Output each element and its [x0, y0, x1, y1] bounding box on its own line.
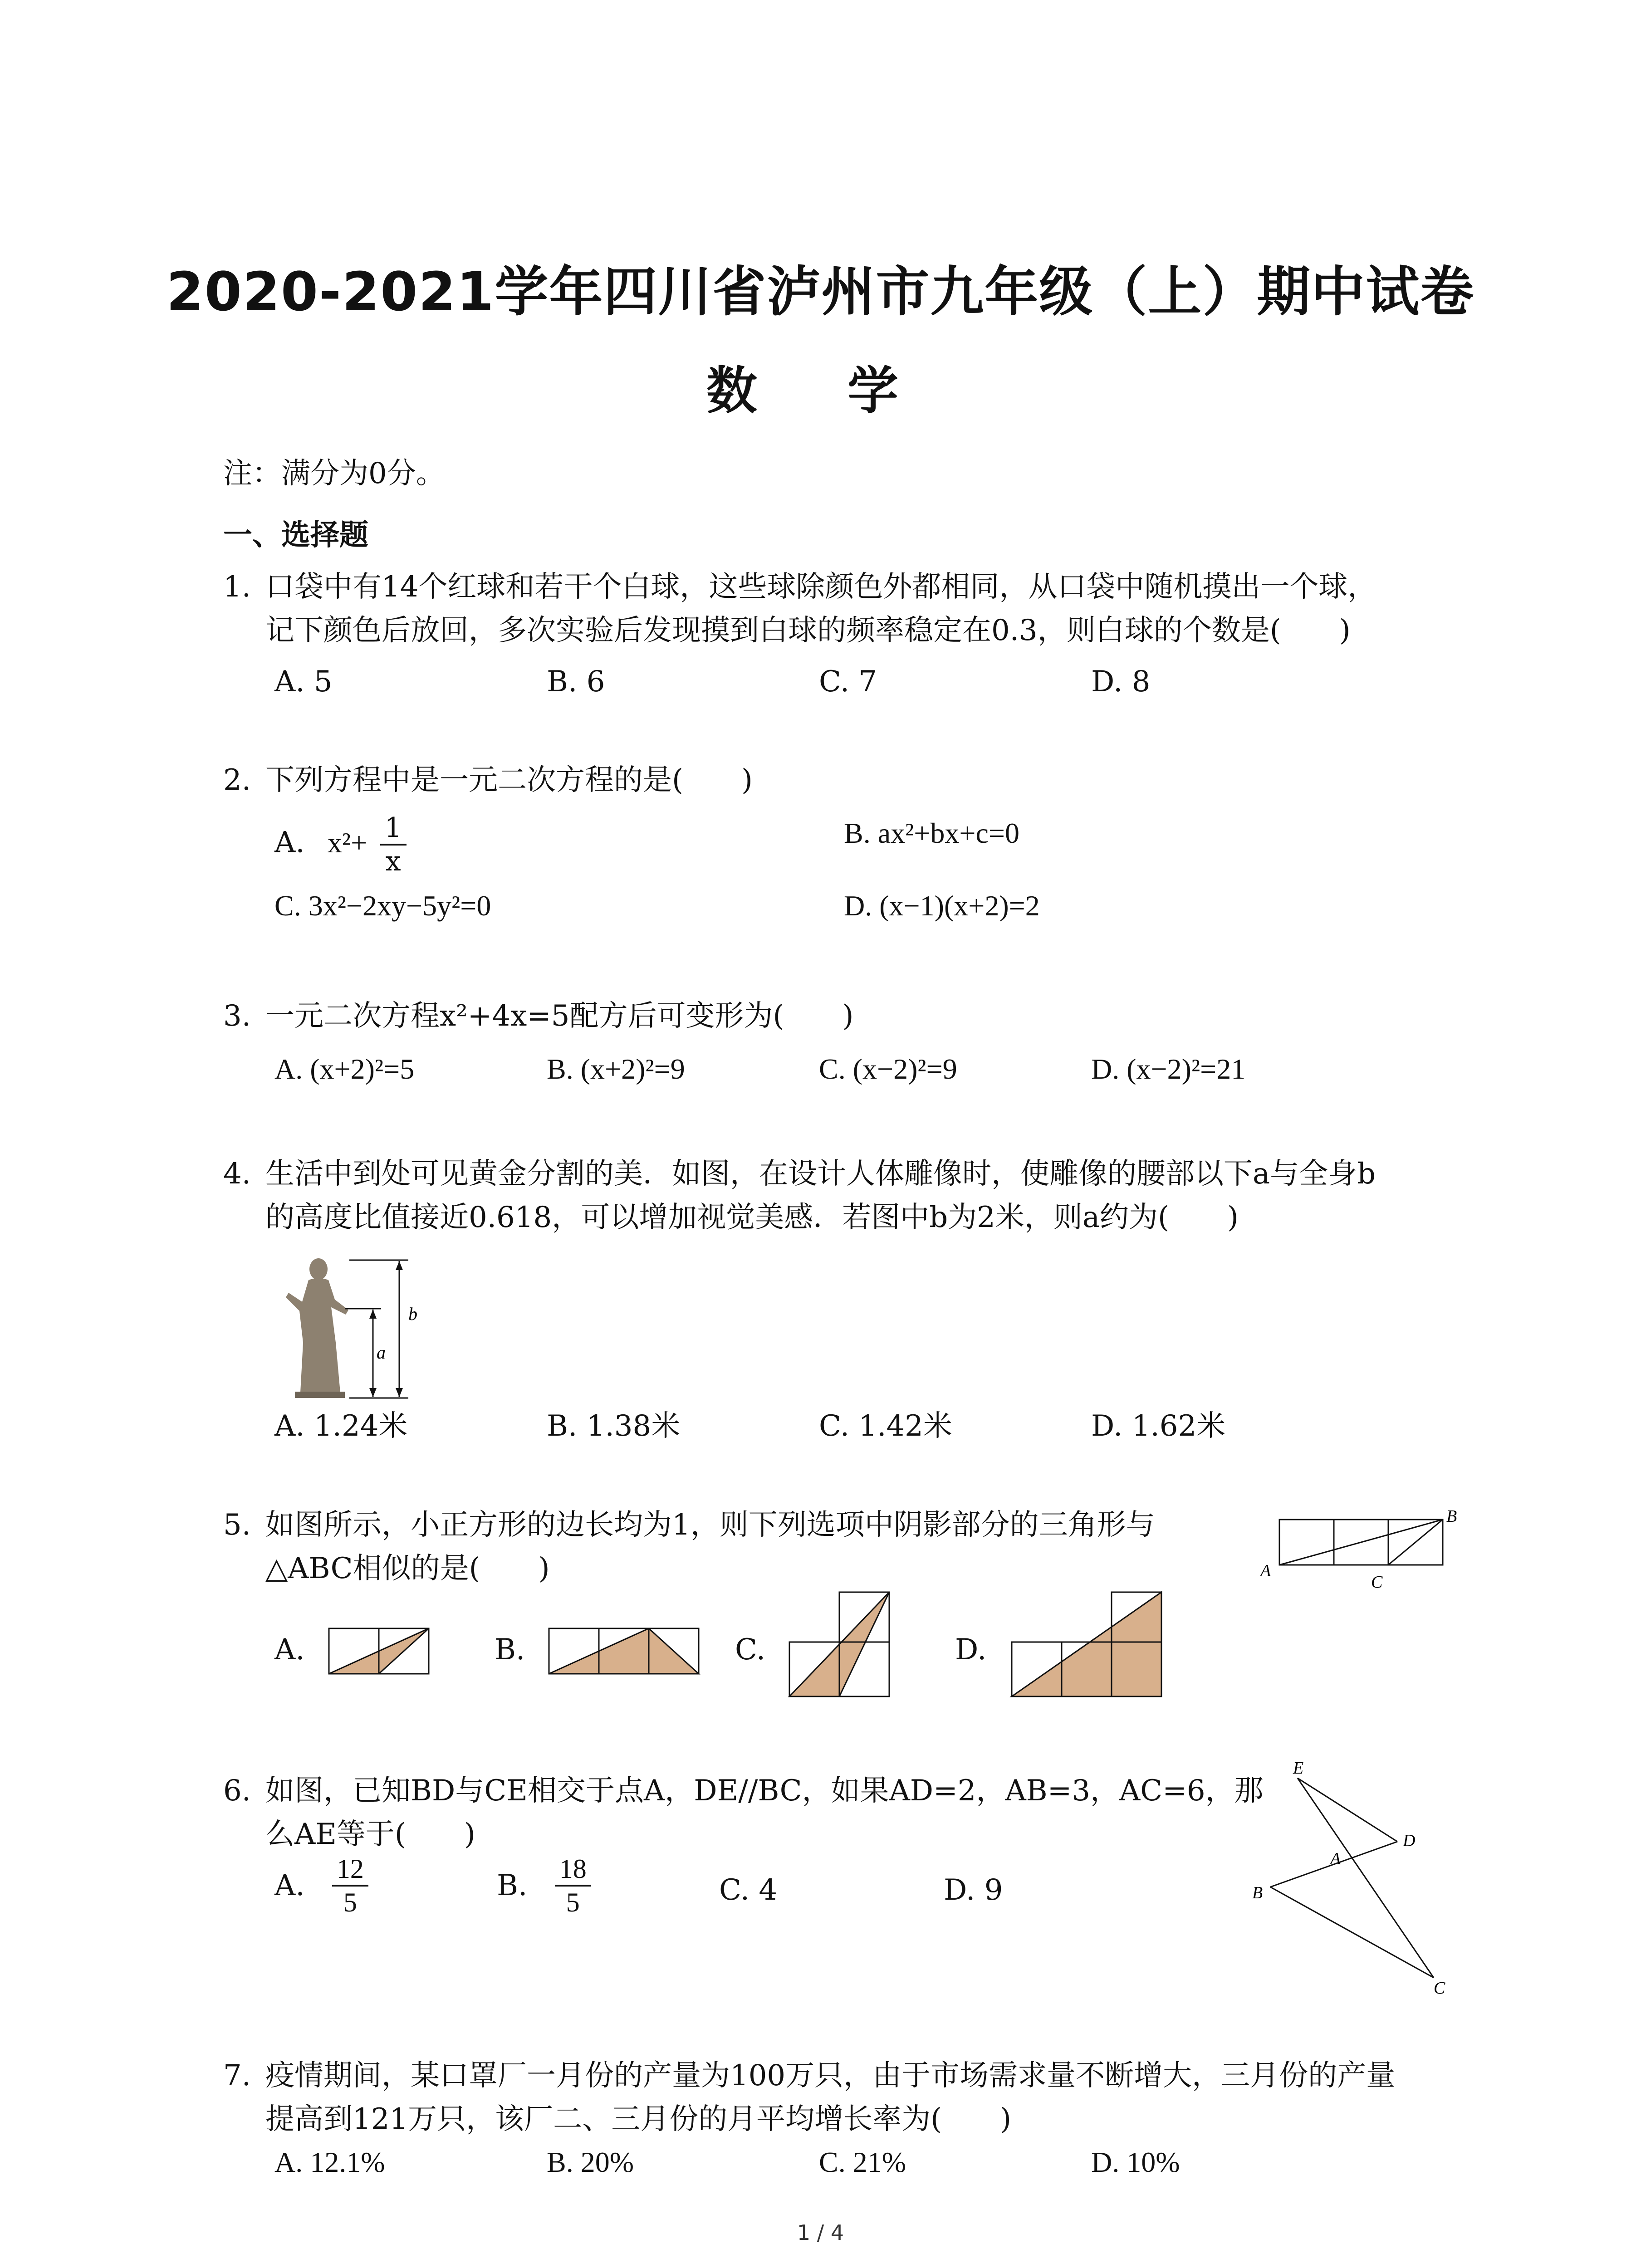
label-b: b [408, 1304, 417, 1324]
q6-option-c: C. 4 [719, 1873, 778, 1907]
q6-line1: 如图，已知BD与CE相交于点A，DE//BC，如果AD=2，AB=3，AC=6，那 [265, 1774, 1264, 1808]
q6-option-b [497, 1853, 591, 1918]
fraction-numerator: 12 [332, 1853, 368, 1887]
fraction-numerator: 18 [555, 1853, 591, 1887]
q5-number: 5. [223, 1508, 251, 1542]
q1-option-d: D. 8 [1091, 665, 1151, 699]
statue-figure [268, 1256, 449, 1406]
q4-number: 4. [223, 1157, 251, 1191]
label-B: B [1252, 1883, 1263, 1902]
q3-option-d: D. (x−2)²=21 [1091, 1053, 1246, 1085]
q3-line1: 一元二次方程x²+4x=5配方后可变形为( ) [265, 999, 854, 1033]
q6-line2: 么AE等于( ) [265, 1818, 475, 1851]
fraction-denominator: 5 [343, 1887, 357, 1917]
q4-option-d: D. 1.62米 [1091, 1409, 1226, 1443]
q2-option-b: B. ax²+bx+c=0 [844, 817, 1019, 849]
q6-option-a-letter: A. [274, 1869, 305, 1902]
label-B: B [1446, 1507, 1457, 1526]
label-C: C [1371, 1573, 1383, 1592]
q3-number: 3. [223, 999, 251, 1033]
q2-option-a [274, 812, 407, 877]
fraction-denominator: x [385, 846, 401, 877]
label-C: C [1434, 1979, 1445, 1996]
label-E: E [1293, 1760, 1304, 1778]
page-title: 2020-2021学年四川省泸州市九年级（上）期中试卷 [166, 260, 1475, 323]
q5-abc-figure [1252, 1501, 1461, 1606]
label-A: A [1260, 1561, 1271, 1580]
label-D: D [1403, 1831, 1416, 1850]
q6-number: 6. [223, 1774, 251, 1808]
q4-option-b: B. 1.38米 [547, 1409, 681, 1443]
q6-option-b-letter: B. [497, 1869, 528, 1902]
q5-line1: 如图所示，小正方形的边长均为1，则下列选项中阴影部分的三角形与 [265, 1508, 1155, 1542]
q2-option-a-expr: x²+ [327, 826, 367, 859]
q3-option-b: B. (x+2)²=9 [547, 1053, 685, 1085]
q5-line2: △ABC相似的是( ) [265, 1552, 550, 1585]
q5-option-d: D. [955, 1633, 987, 1667]
q7-option-c: C. 21% [819, 2146, 906, 2178]
q3-option-c: C. (x−2)²=9 [819, 1053, 957, 1085]
label-a: a [377, 1342, 386, 1363]
q6-option-b-fraction [555, 1853, 591, 1918]
q4-option-a: A. 1.24米 [274, 1409, 408, 1443]
q5-option-a: A. [274, 1633, 305, 1667]
q2-line1: 下列方程中是一元二次方程的是( ) [265, 763, 753, 797]
q4-line2: 的高度比值接近0.618，可以增加视觉美感．若图中b为2米，则a约为( ) [265, 1201, 1239, 1234]
subject-title: 数 学 [706, 362, 935, 420]
q5-option-a-figure [327, 1624, 431, 1678]
q7-option-b: B. 20% [547, 2146, 634, 2178]
page-number: 1 / 4 [797, 2220, 844, 2245]
q7-line2: 提高到121万只，该厂二、三月份的月平均增长率为( ) [265, 2102, 1012, 2136]
q5-option-d-figure [1009, 1588, 1168, 1701]
q5-option-b: B. [495, 1633, 525, 1667]
statue-image [286, 1258, 348, 1398]
q2-option-d: D. (x−1)(x+2)=2 [844, 890, 1040, 922]
q6-option-d: D. 9 [944, 1873, 1003, 1907]
q1-line2: 记下颜色后放回，多次实验后发现摸到白球的频率稳定在0.3，则白球的个数是( ) [265, 614, 1351, 647]
q6-option-a [274, 1853, 368, 1918]
q1-option-b: B. 6 [547, 665, 605, 699]
q7-option-a: A. 12.1% [274, 2146, 385, 2178]
q5-option-c: C. [735, 1633, 766, 1667]
score-note: 注：满分为0分。 [223, 457, 445, 490]
q7-number: 7. [223, 2059, 251, 2092]
section-heading: 一、选择题 [223, 518, 368, 552]
q2-option-c: C. 3x²−2xy−5y²=0 [274, 890, 491, 922]
q1-line1: 口袋中有14个红球和若干个白球，这些球除颜色外都相同，从口袋中随机摸出一个球， [265, 570, 1377, 604]
q1-number: 1. [223, 570, 251, 604]
q3-option-a: A. (x+2)²=5 [274, 1053, 415, 1085]
fraction-numerator: 1 [380, 812, 407, 846]
q4-line1: 生活中到处可见黄金分割的美．如图，在设计人体雕像时，使雕像的腰部以下a与全身b [265, 1157, 1376, 1191]
q4-option-c: C. 1.42米 [819, 1409, 952, 1443]
q6-option-a-fraction [332, 1853, 368, 1918]
q2-option-a-fraction [380, 812, 407, 877]
label-A: A [1330, 1849, 1341, 1868]
q7-option-d: D. 10% [1091, 2146, 1180, 2178]
q2-option-a-letter: A. [274, 826, 305, 860]
q5-option-c-figure [787, 1588, 896, 1701]
q6-triangle-figure [1243, 1760, 1452, 1996]
fraction-denominator: 5 [566, 1887, 580, 1917]
q5-option-b-figure [547, 1624, 705, 1678]
q7-line1: 疫情期间，某口罩厂一月份的产量为100万只，由于市场需求量不断增大，三月份的产量 [265, 2059, 1396, 2092]
q1-option-a: A. 5 [274, 665, 333, 699]
q2-number: 2. [223, 763, 251, 797]
q1-option-c: C. 7 [819, 665, 877, 699]
